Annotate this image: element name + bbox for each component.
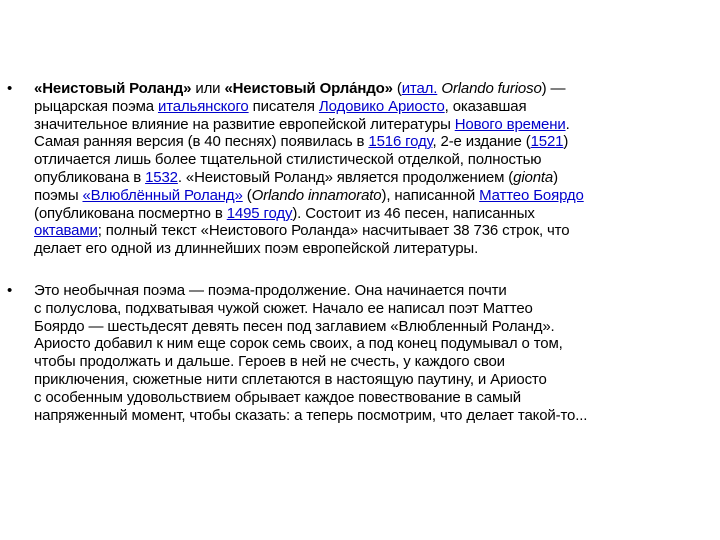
text: или <box>191 80 225 97</box>
gionta-term: gionta <box>513 168 554 186</box>
link-octaves[interactable]: октавами <box>34 222 98 240</box>
p2-line-2: с полуслова, подхватывая чужой сюжет. Начало ее написал поэт Маттео <box>34 299 533 317</box>
text: поэмы <box>34 186 83 204</box>
link-1521[interactable]: 1521 <box>530 133 564 151</box>
text: опубликована в <box>34 168 146 186</box>
text: рыцарская поэма <box>34 97 158 115</box>
p1-line-8 <box>34 205 718 223</box>
text: ) — <box>541 80 566 97</box>
link-1495[interactable]: 1495 году <box>226 204 293 222</box>
p1-line-9 <box>34 222 718 240</box>
link-1516[interactable]: 1516 году <box>368 133 433 151</box>
link-modern-era[interactable]: Нового времени <box>454 115 566 133</box>
bullet-marker: • <box>7 80 13 97</box>
p1-line-4 <box>34 133 718 151</box>
text: значительное влияние на развитие европейской литературы <box>34 115 455 133</box>
p2-line-7: с особенным удовольствием обрывает каждое повествование в самый <box>34 388 522 406</box>
bullet-marker: • <box>7 282 13 299</box>
p1-line-6 <box>34 169 718 187</box>
innamorato-original: Orlando innamorato <box>251 186 382 204</box>
p2-line-4: Ариосто добавил к ним еще сорок семь своих, а под конец подумывал о том, <box>34 335 563 353</box>
p1-line-3 <box>34 116 718 134</box>
original-title: Orlando furioso <box>441 80 542 97</box>
link-ital[interactable]: итал. <box>401 80 438 97</box>
text: , оказавшая <box>444 97 527 115</box>
text: , 2-е издание ( <box>432 133 531 151</box>
title-ru: «Неистовый Роланд» <box>34 80 192 97</box>
title-ru-alt: «Неистовый Орла́ндо» <box>224 80 393 97</box>
link-ariosto[interactable]: Лодовико Ариосто <box>318 97 445 115</box>
text: ) <box>553 168 558 186</box>
text: Самая ранняя версия (в 40 песнях) появилась в <box>34 133 369 151</box>
p1-line-1 <box>34 80 718 98</box>
text: ) <box>563 133 569 151</box>
p1-line-7 <box>34 187 718 205</box>
link-italian[interactable]: итальянского <box>157 97 249 115</box>
link-orlando-innamorato[interactable]: «Влюблённый Роланд» <box>82 186 243 204</box>
text: ( <box>392 80 402 97</box>
text: ), написанной <box>381 186 480 204</box>
link-1532[interactable]: 1532 <box>145 168 178 186</box>
text: . «Неистовый Роланд» является продолжением ( <box>177 168 514 186</box>
text: писателя <box>248 97 319 115</box>
text: ; полный текст «Неистового Роланда» насчитывает 38 736 строк, что <box>97 222 570 240</box>
text: ). Состоит из 46 песен, написанных <box>292 204 535 222</box>
p2-line-6: приключения, сюжетные нити сплетаются в настоящую паутину, и Ариосто <box>34 370 547 388</box>
text: (опубликована посмертно в <box>34 204 227 222</box>
text: . <box>565 115 570 133</box>
paragraph-1 <box>34 80 718 258</box>
text: ( <box>242 186 252 204</box>
p2-line-1: Это необычная поэма — поэма-продолжение. Она начинается почти <box>34 282 507 299</box>
p2-line-5: чтобы продолжать и дальше. Героев в ней не счесть, у каждого свои <box>34 353 505 371</box>
paragraph-2 <box>34 282 718 424</box>
p1-line-10: делает его одной из длиннейших поэм европейской литературы. <box>34 240 479 258</box>
p1-line-2 <box>34 98 718 116</box>
p1-line-5: отличается лишь более тщательной стилистической отделкой, полностью <box>34 151 542 169</box>
link-boiardo[interactable]: Маттео Боярдо <box>479 186 584 204</box>
p2-line-8: напряженный момент, чтобы сказать: а теперь посмотрим, что делает такой-то... <box>34 406 588 424</box>
p2-line-3: Боярдо — шестьдесят девять песен под заглавием «Влюбленный Роланд». <box>34 317 555 335</box>
